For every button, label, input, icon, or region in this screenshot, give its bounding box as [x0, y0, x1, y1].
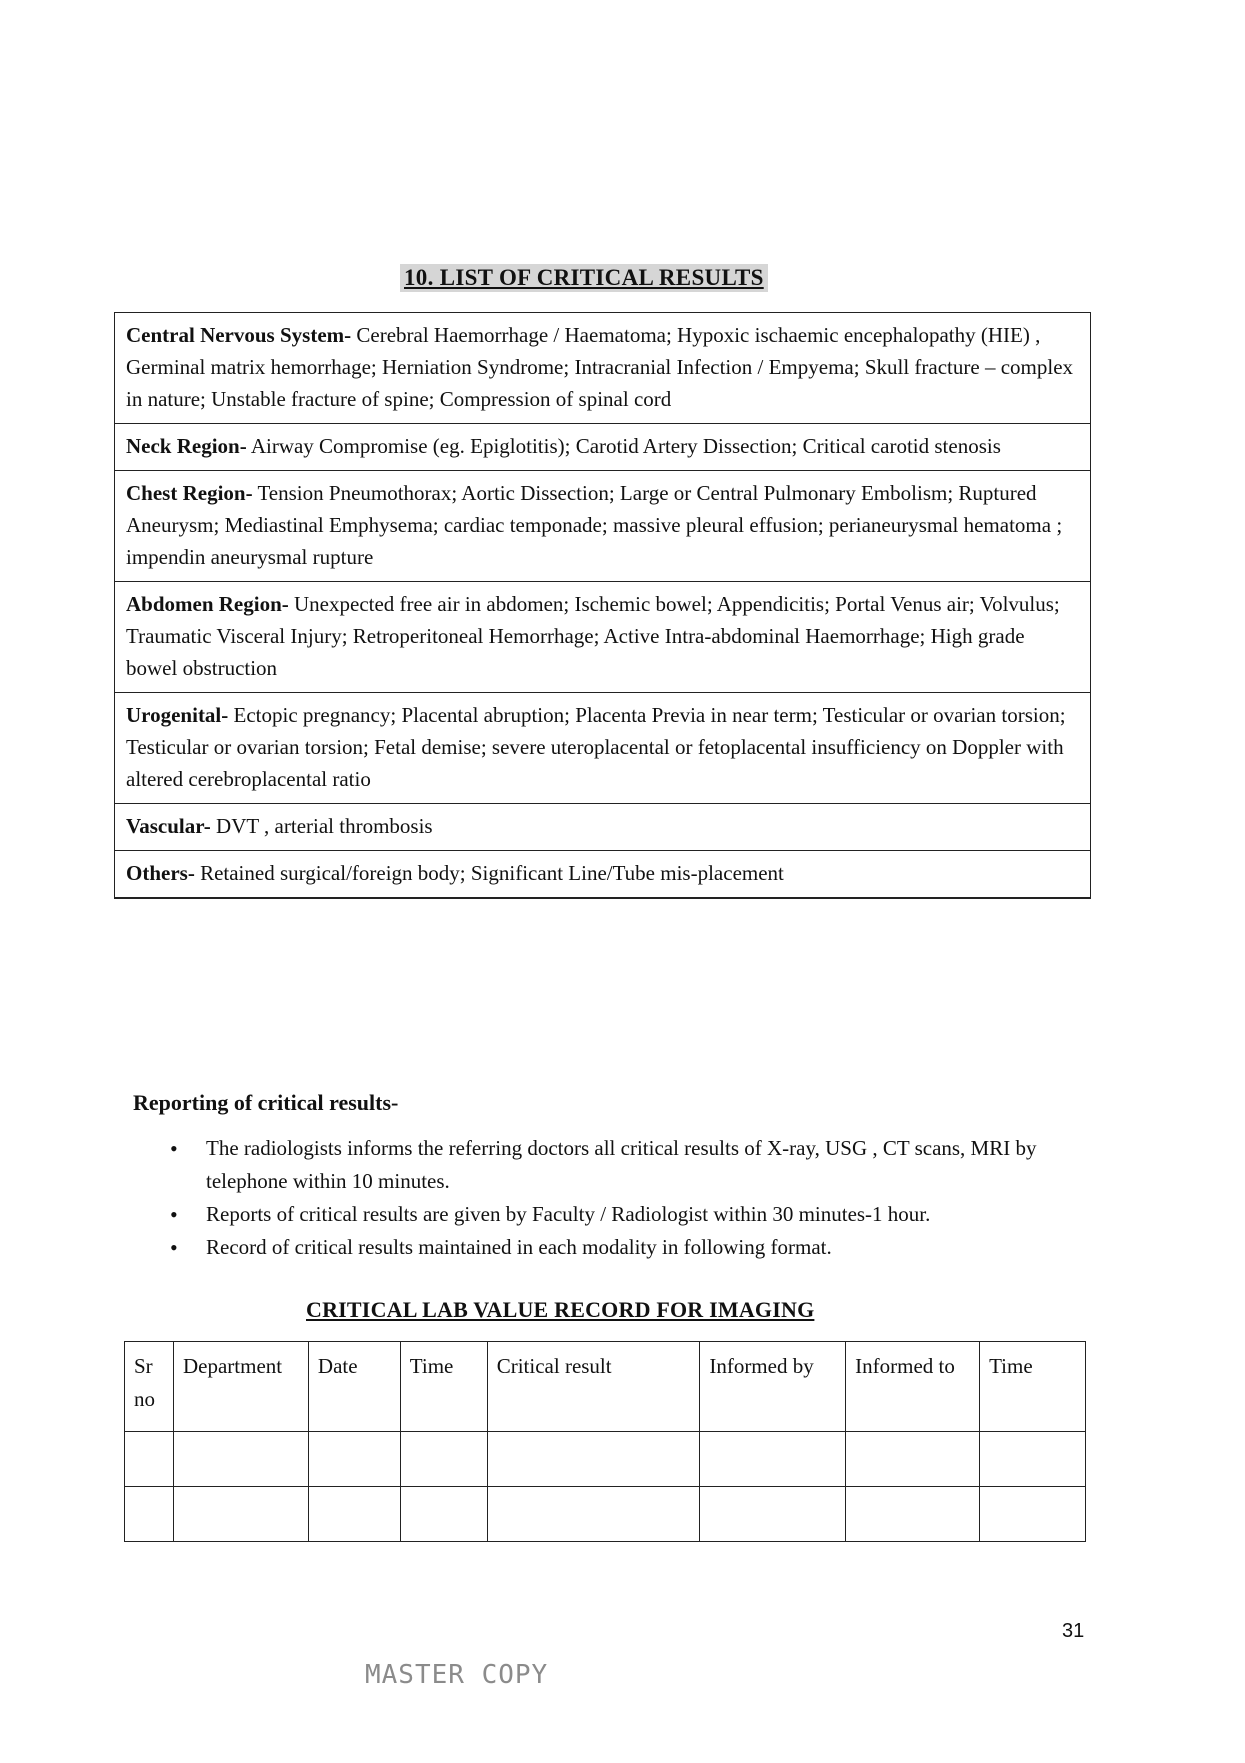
critical-row-urogenital — [115, 693, 1090, 804]
list-item: • The radiologists informs the referring doctors all critical results of X-ray, USG , CT scans, MRI by telephone within 10 minutes. — [160, 1132, 1060, 1198]
column-header: Informed by — [700, 1342, 846, 1432]
row-heading: Vascular- — [126, 814, 211, 838]
table-cell — [700, 1432, 846, 1487]
column-header: Informed to — [846, 1342, 980, 1432]
table-cell — [980, 1432, 1086, 1487]
row-text: Retained surgical/foreign body; Significant Line/Tube mis-placement — [194, 861, 784, 885]
row-text: Unexpected free air in abdomen; Ischemic bowel; Appendicitis; Portal Venus air; Volvulus; Traumatic Visceral Injury; Retroperitoneal Hemorrhage; Active Intra-abdominal Haemorrhage; High grade bowel obstruction — [126, 592, 1060, 680]
critical-row-others — [115, 851, 1090, 897]
row-heading: Neck Region- — [126, 434, 247, 458]
table-cell — [125, 1487, 174, 1542]
list-item: • Record of critical results maintained in each modality in following format. — [160, 1231, 1060, 1264]
reporting-heading: Reporting of critical results- — [133, 1090, 399, 1115]
table-row — [125, 1487, 1086, 1542]
critical-results-box — [114, 312, 1091, 899]
critical-row-abdomen — [115, 582, 1090, 693]
critical-row-neck — [115, 424, 1090, 471]
column-header: Time — [400, 1342, 487, 1432]
page-title: 10. LIST OF CRITICAL RESULTS — [400, 264, 768, 292]
row-heading: Urogenital- — [126, 703, 229, 727]
reporting-bullet-list — [160, 1132, 1060, 1264]
master-copy-stamp: MASTER COPY — [365, 1660, 549, 1690]
table-cell — [400, 1487, 487, 1542]
table-cell — [487, 1487, 700, 1542]
column-header: Sr no — [125, 1342, 174, 1432]
table-cell — [308, 1432, 400, 1487]
row-text: Airway Compromise (eg. Epiglotitis); Carotid Artery Dissection; Critical carotid stenosis — [246, 434, 1001, 458]
row-text: Ectopic pregnancy; Placental abruption; Placenta Previa in near term; Testicular or ovarian torsion; Testicular or ovarian torsion; Fetal demise; severe uteroplacental or fetoplacental insufficiency on Doppler with altered cerebroplacental ratio — [126, 703, 1066, 791]
table-cell — [308, 1487, 400, 1542]
column-header: Date — [308, 1342, 400, 1432]
table-cell — [125, 1432, 174, 1487]
critical-row-chest — [115, 471, 1090, 582]
table-header-row — [125, 1342, 1086, 1432]
row-heading: Central Nervous System- — [126, 323, 352, 347]
row-text: Cerebral Haemorrhage / Haematoma; Hypoxic ischaemic encephalopathy (HIE) , Germinal matrix hemorrhage; Herniation Syndrome; Intracranial Infection / Empyema; Skull fracture – complex in nature; Unstable fracture of spine; Compression of spinal cord — [126, 323, 1074, 411]
table-cell — [700, 1487, 846, 1542]
table-cell — [846, 1487, 980, 1542]
row-heading: Others- — [126, 861, 195, 885]
table-cell — [980, 1487, 1086, 1542]
row-text: DVT , arterial thrombosis — [210, 814, 433, 838]
page-number: 31 — [1062, 1620, 1085, 1642]
critical-row-cns — [115, 313, 1090, 424]
column-header: Critical result — [487, 1342, 700, 1432]
row-heading: Abdomen Region- — [126, 592, 289, 616]
list-item: • Reports of critical results are given by Faculty / Radiologist within 30 minutes-1 hour. — [160, 1198, 1060, 1231]
record-table-title: CRITICAL LAB VALUE RECORD FOR IMAGING — [306, 1297, 815, 1322]
table-cell — [487, 1432, 700, 1487]
table-row — [125, 1432, 1086, 1487]
table-cell — [846, 1432, 980, 1487]
critical-row-vascular — [115, 804, 1090, 851]
row-text: Tension Pneumothorax; Aortic Dissection; Large or Central Pulmonary Embolism; Ruptured Aneurysm; Mediastinal Emphysema; cardiac temponade; massive pleural effusion; perianeurysmal hematoma ; impendin aneurysmal rupture — [126, 481, 1063, 569]
column-header: Time — [980, 1342, 1086, 1432]
row-heading: Chest Region- — [126, 481, 253, 505]
column-header: Department — [173, 1342, 308, 1432]
table-cell — [173, 1487, 308, 1542]
table-cell — [173, 1432, 308, 1487]
critical-record-table — [124, 1341, 1086, 1542]
table-cell — [400, 1432, 487, 1487]
